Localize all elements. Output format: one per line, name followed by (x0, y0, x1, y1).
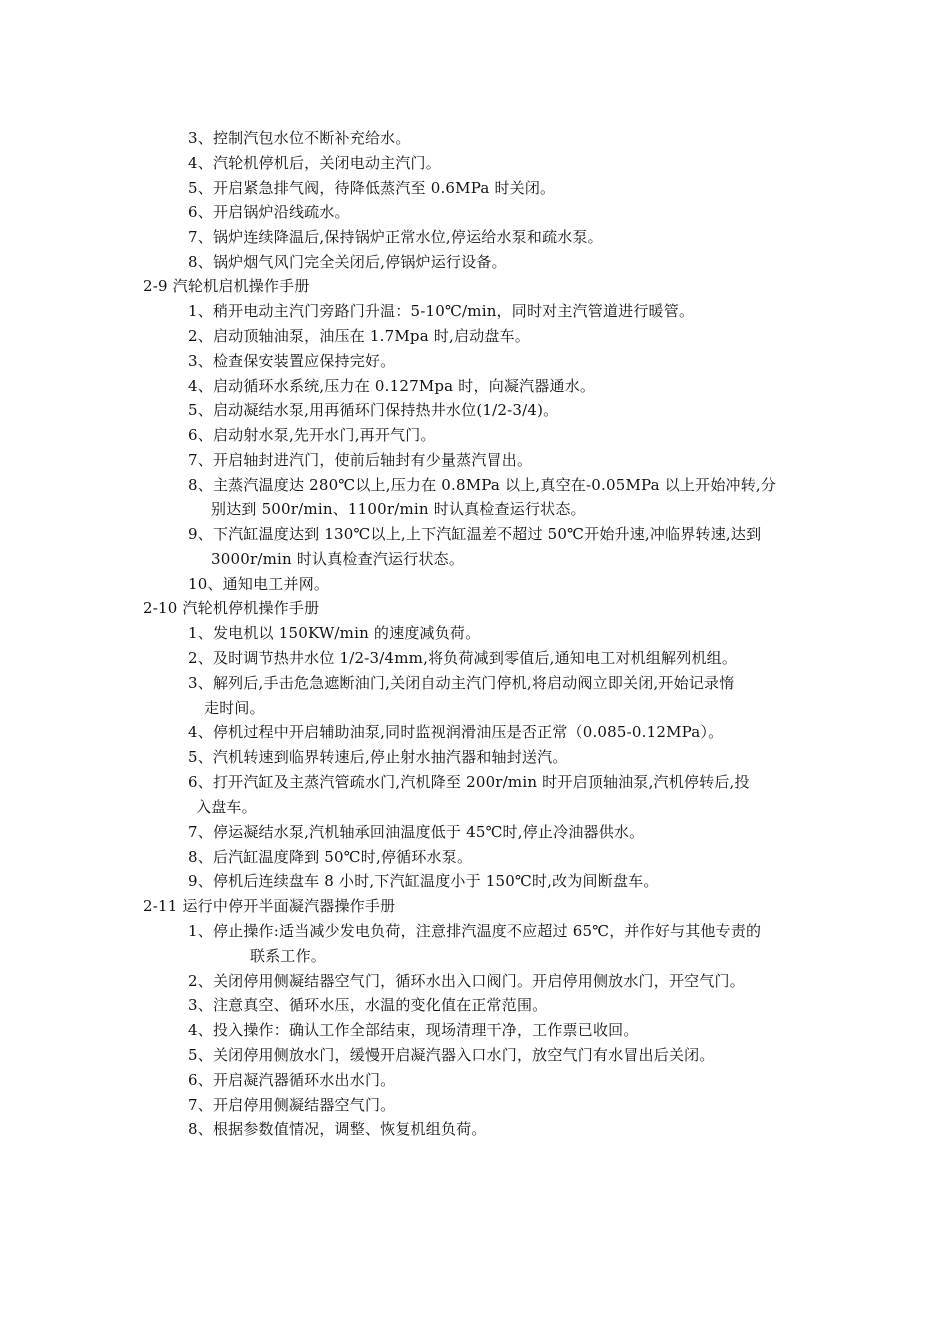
list-item: 7、开启停用侧凝结器空气门。 (188, 1096, 396, 1114)
list-item: 8、锅炉烟气风门完全关闭后,停锅炉运行设备。 (188, 253, 507, 271)
list-item: 5、汽机转速到临界转速后,停止射水抽汽器和轴封送汽。 (188, 748, 568, 766)
list-item-continuation: 走时间。 (204, 699, 265, 717)
list-item-continuation: 联系工作。 (250, 947, 327, 965)
list-item: 8、主蒸汽温度达 280℃以上,压力在 0.8MPa 以上,真空在-0.05MPa 以上开始冲转,分 (188, 476, 777, 494)
list-item: 6、启动射水泵,先开水门,再开气门。 (188, 426, 436, 444)
list-item: 3、注意真空、循环水压，水温的变化值在正常范围。 (188, 996, 548, 1014)
section-heading: 2-9 汽轮机启机操作手册 (143, 277, 310, 295)
section-heading: 2-10 汽轮机停机操作手册 (143, 599, 320, 617)
list-item-continuation: 3000r/min 时认真检查汽运行状态。 (211, 550, 465, 568)
list-item: 1、稍开电动主汽门旁路门升温：5-10℃/min，同时对主汽管道进行暖管。 (188, 302, 695, 320)
list-item-continuation: 入盘车。 (196, 798, 257, 816)
list-item: 7、停运凝结水泵,汽机轴承回油温度低于 45℃时,停止冷油器供水。 (188, 823, 645, 841)
list-item: 7、锅炉连续降温后,保持锅炉正常水位,停运给水泵和疏水泵。 (188, 228, 603, 246)
list-item: 4、启动循环水系统,压力在 0.127Mpa 时，向凝汽器通水。 (188, 377, 596, 395)
list-item: 5、开启紧急排气阀，待降低蒸汽至 0.6MPa 时关闭。 (188, 179, 556, 197)
list-item-continuation: 别达到 500r/min、1100r/min 时认真检查运行状态。 (211, 500, 586, 518)
list-item: 6、打开汽缸及主蒸汽管疏水门,汽机降至 200r/min 时开启顶轴油泵,汽机停转后,投 (188, 773, 750, 791)
list-item: 2、关闭停用侧凝结器空气门，循环水出入口阀门。开启停用侧放水门，开空气门。 (188, 972, 745, 990)
list-item: 3、控制汽包水位不断补充给水。 (188, 129, 411, 147)
list-item: 5、关闭停用侧放水门，缓慢开启凝汽器入口水门，放空气门有水冒出后关闭。 (188, 1046, 715, 1064)
list-item: 4、投入操作：确认工作全部结束，现场清理干净，工作票已收回。 (188, 1021, 639, 1039)
list-item: 1、发电机以 150KW/min 的速度减负荷。 (188, 624, 481, 642)
list-item: 5、启动凝结水泵,用再循环门保持热井水位(1/2-3/4)。 (188, 401, 559, 419)
list-item: 2、启动顶轴油泵，油压在 1.7Mpa 时,启动盘车。 (188, 327, 531, 345)
list-item: 4、汽轮机停机后，关闭电动主汽门。 (188, 154, 441, 172)
list-item: 10、通知电工并网。 (188, 575, 330, 593)
list-item: 3、解列后,手击危急遮断油门,关闭自动主汽门停机,将启动阀立即关闭,开始记录惰 (188, 674, 735, 692)
list-item: 7、开启轴封进汽门，使前后轴封有少量蒸汽冒出。 (188, 451, 533, 469)
list-item: 1、停止操作:适当减少发电负荷，注意排汽温度不应超过 65℃，并作好与其他专责的 (188, 922, 762, 940)
list-item: 8、根据参数值情况，调整、恢复机组负荷。 (188, 1120, 487, 1138)
list-item: 6、开启凝汽器循环水出水门。 (188, 1071, 396, 1089)
section-heading: 2-11 运行中停开半面凝汽器操作手册 (143, 897, 396, 915)
list-item: 9、停机后连续盘车 8 小时,下汽缸温度小于 150℃时,改为间断盘车。 (188, 872, 659, 890)
list-item: 2、及时调节热井水位 1/2-3/4mm,将负荷减到零值后,通知电工对机组解列机组。 (188, 649, 738, 667)
list-item: 6、开启锅炉沿线疏水。 (188, 203, 350, 221)
list-item: 9、下汽缸温度达到 130℃以上,上下汽缸温差不超过 50℃开始升速,冲临界转速,达到 (188, 525, 762, 543)
list-item: 3、检查保安装置应保持完好。 (188, 352, 396, 370)
list-item: 4、停机过程中开启辅助油泵,同时监视润滑油压是否正常（0.085-0.12MPa）。 (188, 723, 724, 741)
list-item: 8、后汽缸温度降到 50℃时,停循环水泵。 (188, 848, 473, 866)
